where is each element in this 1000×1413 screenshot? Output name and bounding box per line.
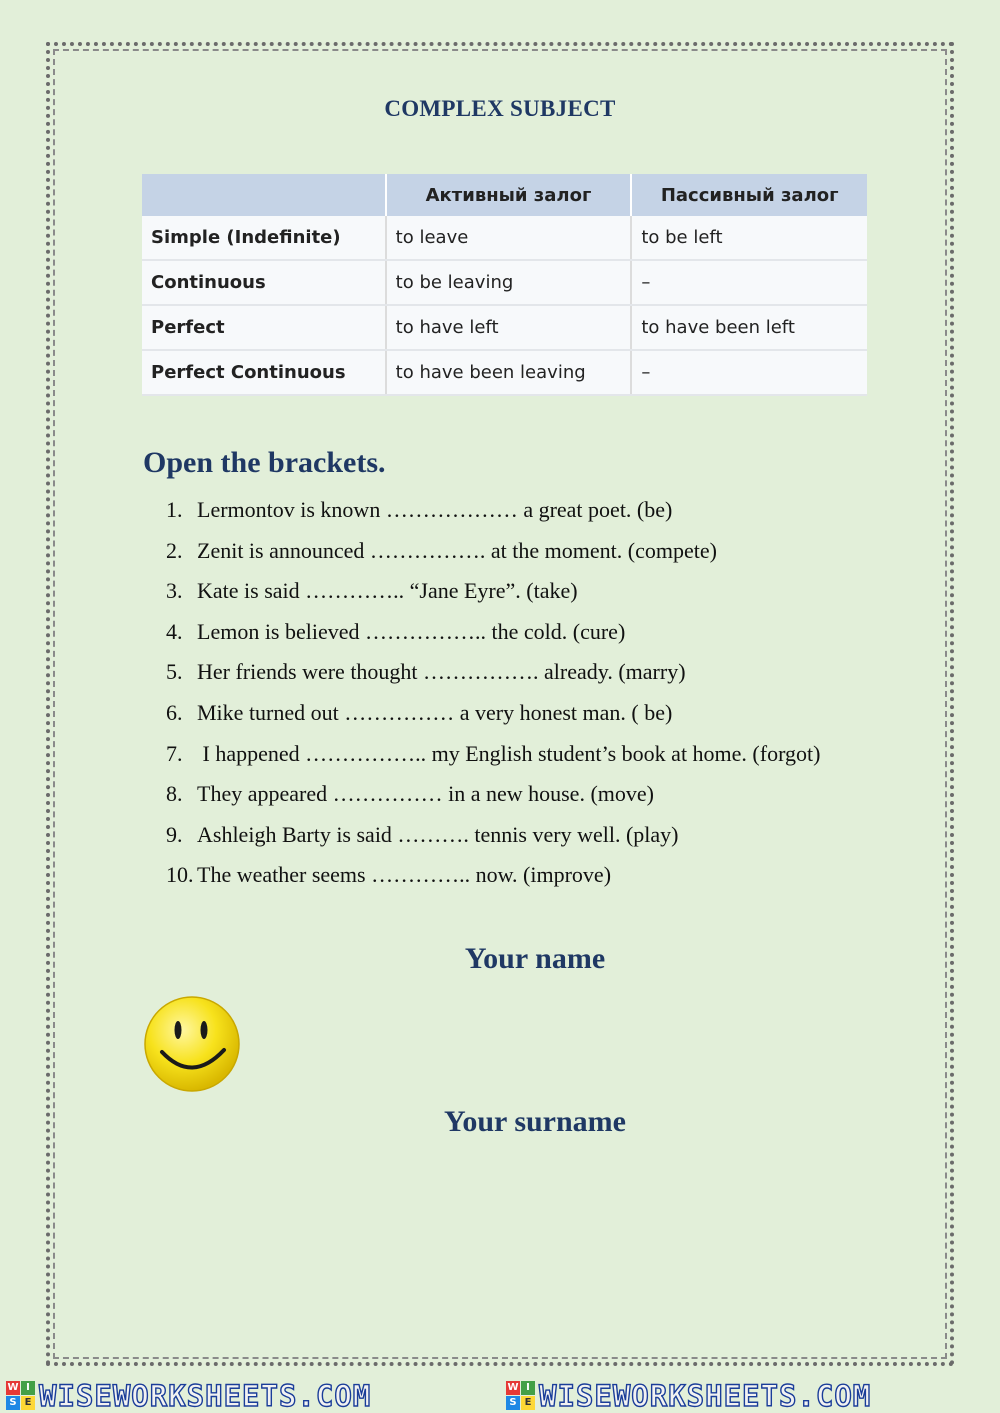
exercise-text: I happened …………….. my English student’s book at home. (forgot) [197, 740, 821, 766]
exercise-number: 1. [166, 497, 183, 522]
active-form-cell: to have been leaving [386, 350, 632, 395]
brand-wordmark: WISEWORKSHEETS.COM [539, 1378, 872, 1413]
smiley-icon [142, 994, 242, 1094]
exercise-number: 3. [166, 578, 183, 604]
wise-logo [506, 1381, 535, 1410]
page-title: COMPLEX SUBJECT [384, 96, 616, 121]
table-row [142, 305, 867, 350]
your-surname-field[interactable]: Your surname [444, 1105, 626, 1138]
table-header-passive-voice: Пассивный залог [631, 174, 867, 216]
exercise-number: 5. [166, 659, 183, 685]
exercise-item [166, 531, 820, 572]
tense-cell: Continuous [142, 260, 386, 305]
exercise-item [166, 571, 820, 612]
exercise-text: Ashleigh Barty is said ………. tennis very well. (play) [197, 821, 679, 847]
tense-cell: Simple (Indefinite) [142, 216, 386, 260]
passive-form-cell: – [631, 260, 867, 305]
exercise-heading: Open the brackets. [143, 446, 386, 479]
table-header-cell [142, 174, 386, 216]
exercise-text: They appeared …………… in a new house. (move) [197, 781, 654, 807]
exercise-item [166, 490, 820, 531]
active-form-cell: to be leaving [386, 260, 632, 305]
passive-form-cell: – [631, 350, 867, 395]
exercise-number: 2. [166, 537, 183, 563]
active-form-cell: to have left [386, 305, 632, 350]
your-name-field[interactable]: Your name [464, 942, 606, 975]
wise-logo [6, 1381, 35, 1410]
exercise-number: 9. [166, 821, 183, 847]
exercise-number: 7. [166, 740, 183, 766]
logo-letter: E [521, 1396, 535, 1410]
logo-letter: I [21, 1381, 35, 1395]
tense-cell: Perfect [142, 305, 386, 350]
logo-letter: I [521, 1381, 535, 1395]
exercise-text: Lermontov is known ……………… a great poet. (be) [197, 497, 673, 522]
exercise-item [166, 652, 820, 693]
exercise-text: Her friends were thought ……………. already. (marry) [197, 659, 686, 685]
exercise-number: 10. [166, 862, 194, 888]
logo-letter: E [21, 1396, 35, 1410]
passive-form-cell: to have been left [631, 305, 867, 350]
exercise-text: Lemon is believed …………….. the cold. (cure) [197, 618, 626, 644]
exercise-item [166, 693, 820, 734]
logo-letter: S [6, 1396, 20, 1410]
exercise-item [166, 774, 820, 815]
brand [500, 1379, 1000, 1413]
table-row [142, 350, 867, 395]
grammar-table [142, 174, 867, 396]
exercise-item [166, 612, 820, 653]
table-row [142, 260, 867, 305]
logo-letter: S [506, 1396, 520, 1410]
exercise-item [166, 855, 820, 896]
table-header-active-voice: Активный залог [386, 174, 632, 216]
exercise-text: The weather seems ………….. now. (improve) [197, 862, 612, 888]
exercise-list [166, 490, 820, 896]
brand-wordmark: WISEWORKSHEETS.COM [39, 1378, 372, 1413]
exercise-number: 8. [166, 781, 183, 807]
logo-letter: W [507, 1382, 519, 1393]
table-header-row [142, 174, 867, 216]
exercise-text: Zenit is announced ……………. at the moment. (compete) [197, 537, 717, 563]
exercise-item [166, 815, 820, 856]
exercise-text: Kate is said ………….. “Jane Eyre”. (take) [197, 578, 578, 604]
active-form-cell: to leave [386, 216, 632, 260]
exercise-text: Mike turned out …………… a very honest man. ( be) [197, 699, 673, 725]
tense-cell: Perfect Continuous [142, 350, 386, 395]
exercise-number: 6. [166, 699, 183, 725]
brand [0, 1379, 500, 1413]
exercise-item [166, 734, 820, 775]
logo-letter: W [7, 1382, 19, 1393]
footer-watermark [0, 1378, 1000, 1413]
passive-form-cell: to be left [631, 216, 867, 260]
exercise-number: 4. [166, 618, 183, 644]
table-row [142, 216, 867, 260]
